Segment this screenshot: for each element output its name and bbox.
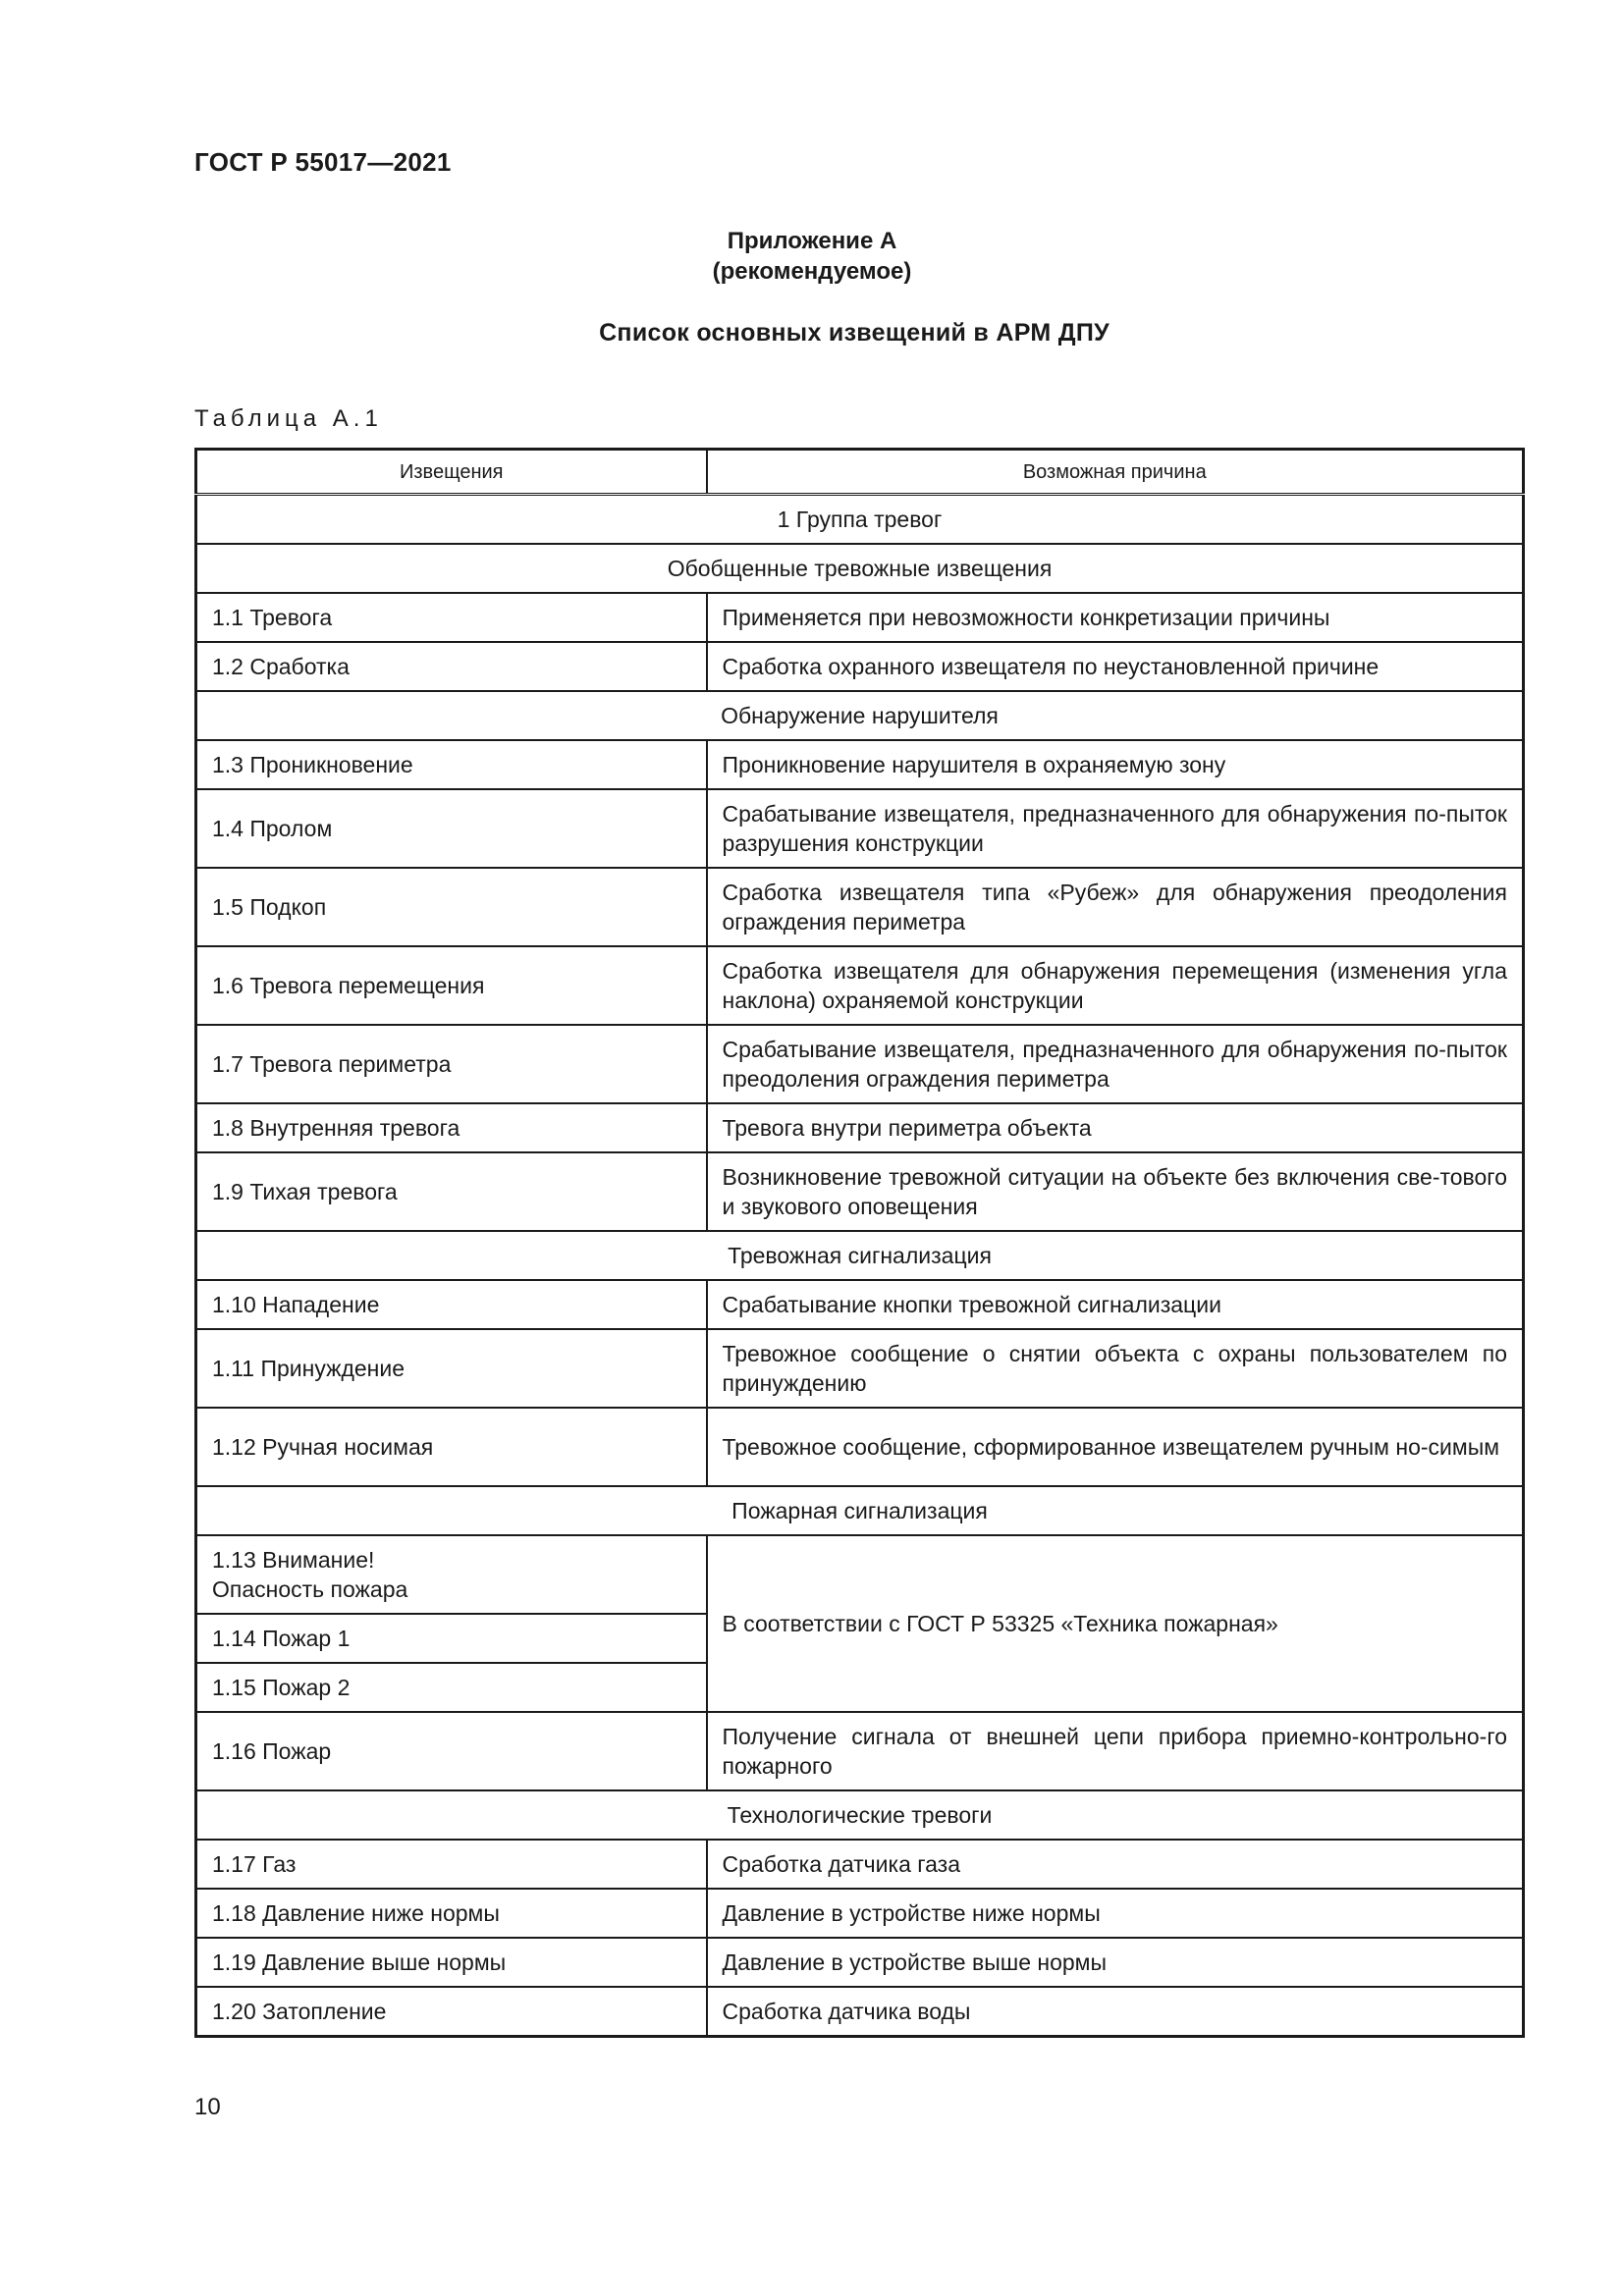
- cause-cell: Срабатывание извещателя, предназначенного для обнаружения по-пыток преодоления ограждения периметра: [707, 1025, 1524, 1103]
- section-title: Обнаружение нарушителя: [196, 691, 1524, 740]
- table-row: [196, 1280, 1524, 1329]
- table-row: [196, 1025, 1524, 1103]
- notice-cell: 1.9 Тихая тревога: [196, 1152, 707, 1231]
- table-row: [196, 1889, 1524, 1938]
- table-row: [196, 1103, 1524, 1152]
- table-row: [196, 789, 1524, 868]
- table-section-row: [196, 1231, 1524, 1280]
- group-title: 1 Группа тревог: [196, 495, 1524, 545]
- notice-cell: 1.16 Пожар: [196, 1712, 707, 1790]
- table-row: [196, 593, 1524, 642]
- table-group-row: [196, 495, 1524, 545]
- notice-cell: 1.15 Пожар 2: [196, 1663, 707, 1712]
- notice-cell: 1.1 Тревога: [196, 593, 707, 642]
- table-caption: Таблица А.1: [194, 405, 383, 432]
- cause-cell: Сработка датчика газа: [707, 1840, 1524, 1889]
- table-row: [196, 1987, 1524, 2037]
- table-row: [196, 1408, 1524, 1486]
- cause-cell: Срабатывание извещателя, предназначенного для обнаружения по-пыток разрушения конструкции: [707, 789, 1524, 868]
- table-row: [196, 868, 1524, 946]
- notice-cell: 1.18 Давление ниже нормы: [196, 1889, 707, 1938]
- table-section-row: [196, 691, 1524, 740]
- section-title: Тревожная сигнализация: [196, 1231, 1524, 1280]
- document-code: ГОСТ Р 55017—2021: [194, 147, 452, 177]
- cause-cell: Тревога внутри периметра объекта: [707, 1103, 1524, 1152]
- cause-cell: Давление в устройстве выше нормы: [707, 1938, 1524, 1987]
- cause-cell: Применяется при невозможности конкретизации причины: [707, 593, 1524, 642]
- table-row: [196, 946, 1524, 1025]
- table-row: [196, 1329, 1524, 1408]
- notice-cell: 1.2 Сработка: [196, 642, 707, 691]
- table-section-row: [196, 1790, 1524, 1840]
- cause-cell: Срабатывание кнопки тревожной сигнализации: [707, 1280, 1524, 1329]
- table-section-row: [196, 1486, 1524, 1535]
- notices-table: [194, 448, 1525, 2038]
- section-title: Пожарная сигнализация: [196, 1486, 1524, 1535]
- notice-cell: 1.5 Подкоп: [196, 868, 707, 946]
- notice-cell: 1.10 Нападение: [196, 1280, 707, 1329]
- cause-cell: Возникновение тревожной ситуации на объекте без включения све-тового и звукового оповещения: [707, 1152, 1524, 1231]
- table-row: [196, 740, 1524, 789]
- notice-cell: 1.11 Принуждение: [196, 1329, 707, 1408]
- cause-cell: Давление в устройстве ниже нормы: [707, 1889, 1524, 1938]
- notice-cell: 1.12 Ручная носимая: [196, 1408, 707, 1486]
- section-title: Обобщенные тревожные извещения: [196, 544, 1524, 593]
- annex-status: (рекомендуемое): [712, 258, 912, 285]
- notice-cell: 1.17 Газ: [196, 1840, 707, 1889]
- table-row: [196, 1152, 1524, 1231]
- cause-cell: Тревожное сообщение, сформированное извещателем ручным но-симым: [707, 1408, 1524, 1486]
- notice-cell: 1.4 Пролом: [196, 789, 707, 868]
- column-header-cause: Возможная причина: [707, 450, 1524, 495]
- table-row: [196, 642, 1524, 691]
- table-row: [196, 1712, 1524, 1790]
- cause-cell-merged: В соответствии с ГОСТ Р 53325 «Техника пожарная»: [707, 1535, 1524, 1712]
- notice-cell: 1.3 Проникновение: [196, 740, 707, 789]
- notice-cell: 1.14 Пожар 1: [196, 1614, 707, 1663]
- column-header-notices: Извещения: [196, 450, 707, 495]
- annex-title-block: [0, 226, 1624, 287]
- notice-cell: 1.7 Тревога периметра: [196, 1025, 707, 1103]
- notice-cell: 1.13 Внимание! Опасность пожара: [196, 1535, 707, 1614]
- section-title: Технологические тревоги: [196, 1790, 1524, 1840]
- cause-cell: Проникновение нарушителя в охраняемую зону: [707, 740, 1524, 789]
- table-row: [196, 1938, 1524, 1987]
- cause-cell: Сработка извещателя типа «Рубеж» для обнаружения преодоления ограждения периметра: [707, 868, 1524, 946]
- notice-cell: 1.19 Давление выше нормы: [196, 1938, 707, 1987]
- cause-cell: Сработка извещателя для обнаружения перемещения (изменения угла наклона) охраняемой конструкции: [707, 946, 1524, 1025]
- cause-cell: Тревожное сообщение о снятии объекта с охраны пользователем по принуждению: [707, 1329, 1524, 1408]
- page-number: 10: [194, 2094, 221, 2120]
- notices-table-wrapper: [194, 448, 1522, 2038]
- cause-cell: Сработка охранного извещателя по неустановленной причине: [707, 642, 1524, 691]
- annex-title: Приложение А: [727, 228, 897, 254]
- cause-cell: Получение сигнала от внешней цепи прибора приемно-контрольно-го пожарного: [707, 1712, 1524, 1790]
- notice-cell: 1.20 Затопление: [196, 1987, 707, 2037]
- table-header-row: [196, 450, 1524, 495]
- list-heading: Список основных извещений в АРМ ДПУ: [599, 319, 1110, 347]
- cause-cell: Сработка датчика воды: [707, 1987, 1524, 2037]
- table-row: [196, 1535, 1524, 1614]
- notice-cell: 1.8 Внутренняя тревога: [196, 1103, 707, 1152]
- notice-cell: 1.6 Тревога перемещения: [196, 946, 707, 1025]
- table-section-row: [196, 544, 1524, 593]
- table-row: [196, 1840, 1524, 1889]
